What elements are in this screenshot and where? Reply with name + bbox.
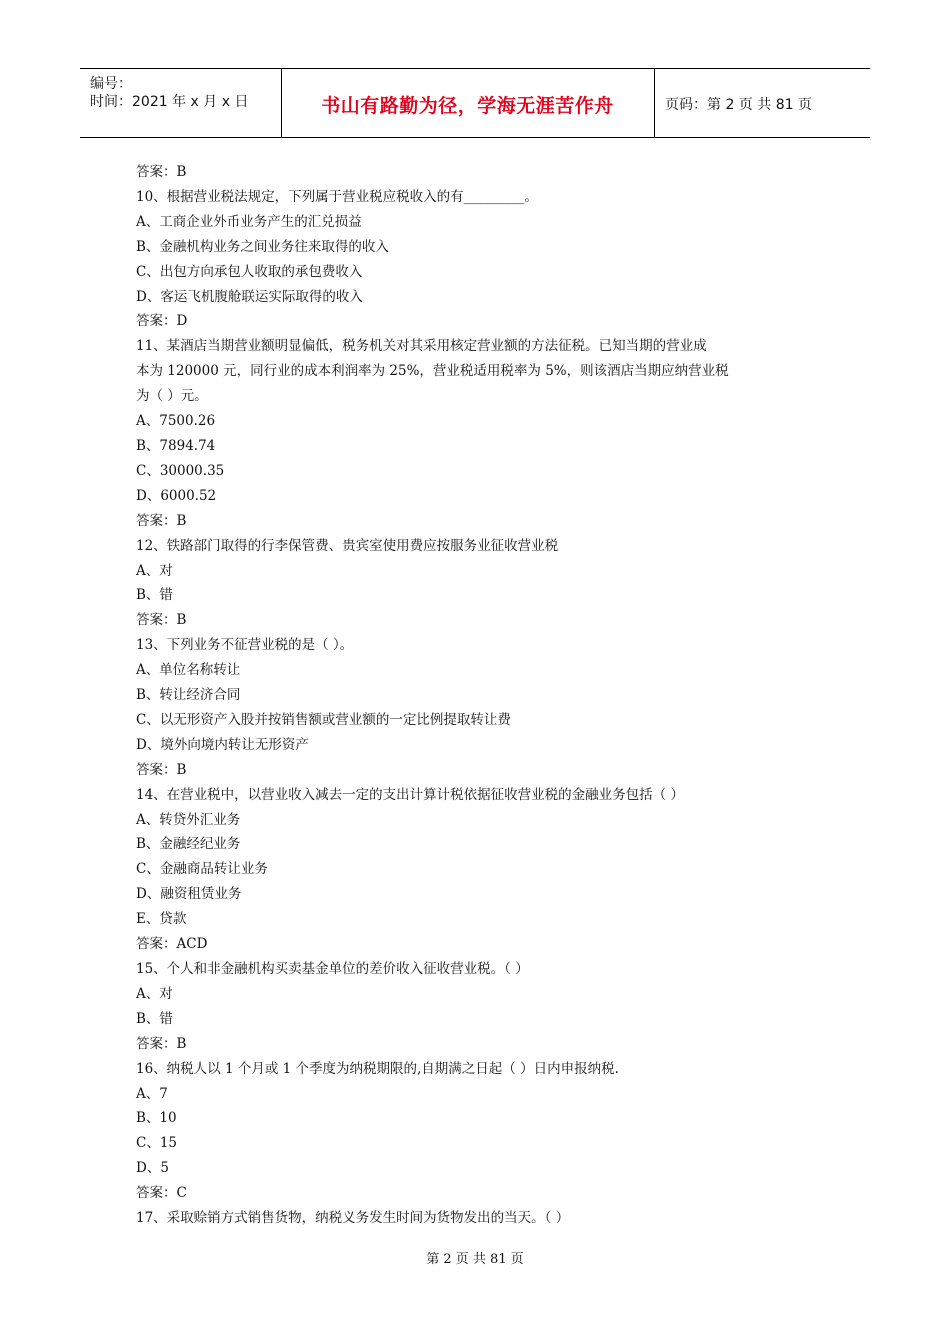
header-motto-cell [281, 69, 655, 137]
text-line: B、金融经纪业务 [136, 836, 241, 853]
text-line: 14、在营业税中，以营业收入减去一定的支出计算计税依据征收营业税的金融业务包括（ ） [136, 786, 684, 803]
page-footer: 第 2 页 共 81 页 [426, 1252, 524, 1267]
page-header [80, 68, 870, 138]
text-line: A、对 [136, 562, 173, 579]
serial-label: 编号： [90, 76, 132, 92]
text-line: B、转让经济合同 [136, 687, 241, 704]
text-line: A、转贷外汇业务 [136, 811, 241, 828]
text-line: 答案：ACD [136, 936, 208, 953]
text-line: 10、根据营业税法规定，下列属于营业税应税收入的有_________。 [136, 188, 538, 205]
text-line: 答案：B [136, 512, 187, 529]
text-line: 本为 120000 元，同行业的成本利润率为 25%，营业税适用税率为 5%，则该酒店当期应纳营业税 [136, 363, 729, 380]
text-line: 答案：B [136, 1035, 187, 1052]
text-line: C、以无形资产入股并按销售额或营业额的一定比例提取转让费 [136, 711, 511, 728]
text-line: C、出包方向承包人收取的承包费收入 [136, 263, 363, 280]
text-line: 11、某酒店当期营业额明显偏低，税务机关对其采用核定营业额的方法征税。已知当期的营业成 [136, 338, 707, 355]
text-line: 17、采取赊销方式销售货物，纳税义务发生时间为货物发出的当天。（ ） [136, 1210, 570, 1227]
text-line: A、7500.26 [136, 413, 216, 430]
text-line: D、境外向境内转让无形资产 [136, 736, 309, 753]
text-line: 答案：B [136, 612, 187, 629]
text-line: B、错 [136, 587, 173, 604]
text-line: 答案：B [136, 164, 187, 180]
text-line: B、7894.74 [136, 437, 216, 454]
text-line: 答案：D [136, 313, 188, 330]
text-line: 答案：B [136, 761, 187, 778]
time-label: 时间：2021 年 x 月 x 日 [90, 94, 249, 110]
text-line: B、错 [136, 1010, 173, 1027]
header-info-cell [80, 69, 282, 137]
header-page-cell [655, 69, 870, 137]
text-line: D、5 [136, 1160, 169, 1177]
text-line: C、30000.35 [136, 462, 225, 479]
text-line: 13、下列业务不征营业税的是（ ）。 [136, 637, 354, 654]
text-line: A、7 [136, 1085, 168, 1102]
text-line: 12、铁路部门取得的行李保管费、贵宾室使用费应按服务业征收营业税 [136, 537, 559, 554]
text-line: D、6000.52 [136, 487, 217, 504]
text-line: 15、个人和非金融机构买卖基金单位的差价收入征收营业税。（ ） [136, 961, 529, 977]
text-line: B、10 [136, 1110, 177, 1127]
text-line: 答案：C [136, 1185, 187, 1202]
motto-text: 书山有路勤为径，学海无涯苦作舟 [321, 95, 614, 117]
text-line: B、金融机构业务之间业务往来取得的收入 [136, 238, 389, 255]
document-body [136, 160, 826, 1231]
text-line: A、工商企业外币业务产生的汇兑损益 [136, 213, 362, 230]
text-line: A、单位名称转让 [136, 662, 241, 679]
text-line: C、15 [136, 1135, 178, 1152]
text-line: C、金融商品转让业务 [136, 861, 268, 878]
page-code: 页码：第 2 页 共 81 页 [665, 97, 812, 113]
text-line: 为（ ）元。 [136, 388, 208, 405]
text-line: 16、纳税人以 1 个月或 1 个季度为纳税期限的,自期满之日起（ ）日内申报纳税. [136, 1060, 619, 1077]
text-line: A、对 [136, 985, 173, 1002]
text-line: E、贷款 [136, 911, 187, 928]
text-line: D、融资租赁业务 [136, 886, 242, 903]
text-line: D、客运飞机腹舱联运实际取得的收入 [136, 288, 363, 305]
